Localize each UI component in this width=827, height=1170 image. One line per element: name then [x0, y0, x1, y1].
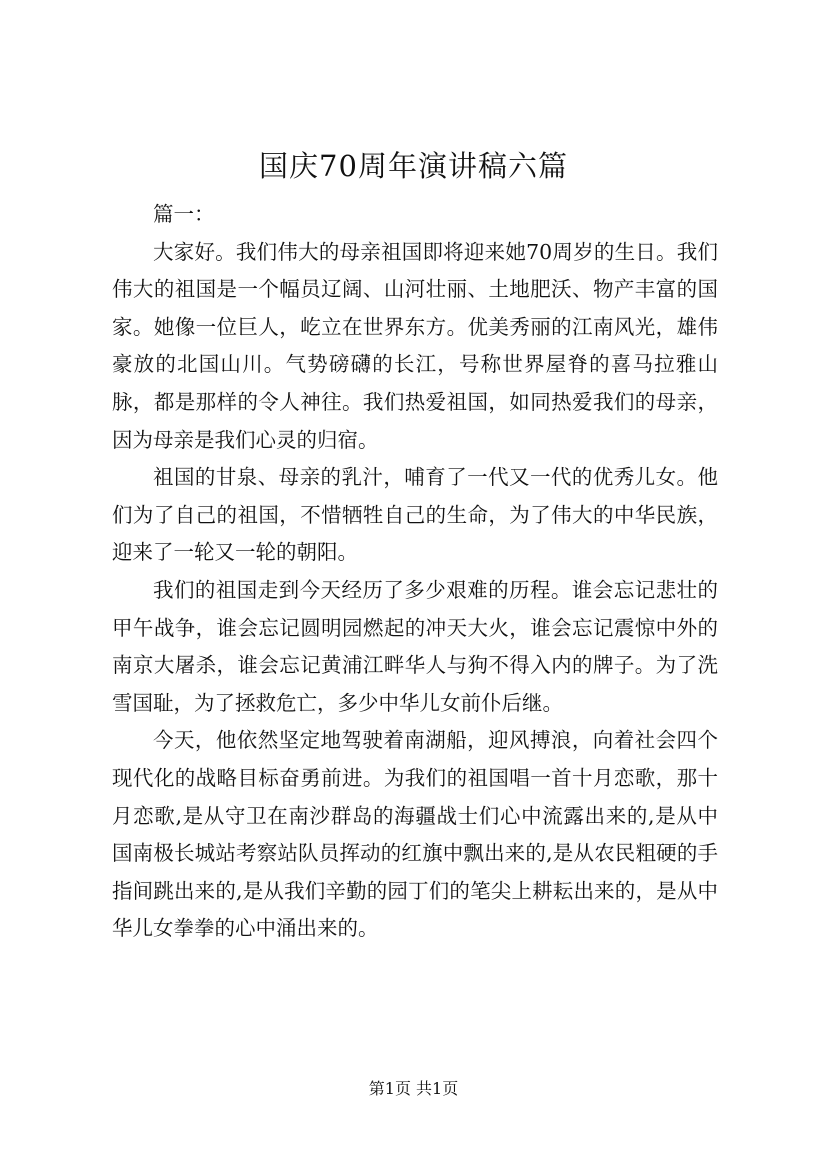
document-title: 国庆70周年演讲稿六篇 — [259, 149, 568, 183]
paragraph: 大家好。我们伟大的母亲祖国即将迎来她70周岁的生日。我们伟大的祖国是一个幅员辽阔、山河壮丽、土地肥沃、物产丰富的国家。她像一位巨人，屹立在世界东方。优美秀丽的江南风光，雄伟豪放的北国山川。气势磅礴的长江，号称世界屋脊的喜马拉雅山脉，都是那样的令人神往。我们热爱祖国，如同热爱我们的母亲，因为母亲是我们心灵的归宿。 — [112, 239, 718, 452]
document-body — [112, 196, 718, 948]
paragraph: 我们的祖国走到今天经历了多少艰难的历程。谁会忘记悲壮的甲午战争，谁会忘记圆明园燃起的冲天大火，谁会忘记震惊中外的南京大屠杀，谁会忘记黄浦江畔华人与狗不得入内的牌子。为了洗雪国耻，为了拯救危亡，多少中华儿女前仆后继。 — [112, 577, 718, 715]
paragraph: 今天，他依然坚定地驾驶着南湖船，迎风搏浪，向着社会四个现代化的战略目标奋勇前进。为我们的祖国唱一首十月恋歌，那十月恋歌,是从守卫在南沙群岛的海疆战士们心中流露出来的,是从中国南极长城站考察站队员挥动的红旗中飘出来的,是从农民粗硬的手指间跳出来的,是从我们辛勤的园丁们的笔尖上耕耘出来的，是从中华儿女拳拳的心中涌出来的。 — [112, 728, 718, 941]
section-heading: 篇一： — [153, 202, 215, 226]
page-footer: 第1页 共1页 — [368, 1079, 459, 1098]
paragraph: 祖国的甘泉、母亲的乳汁，哺育了一代又一代的优秀儿女。他们为了自己的祖国，不惜牺牲自己的生命，为了伟大的中华民族，迎来了一轮又一轮的朝阳。 — [112, 465, 718, 565]
